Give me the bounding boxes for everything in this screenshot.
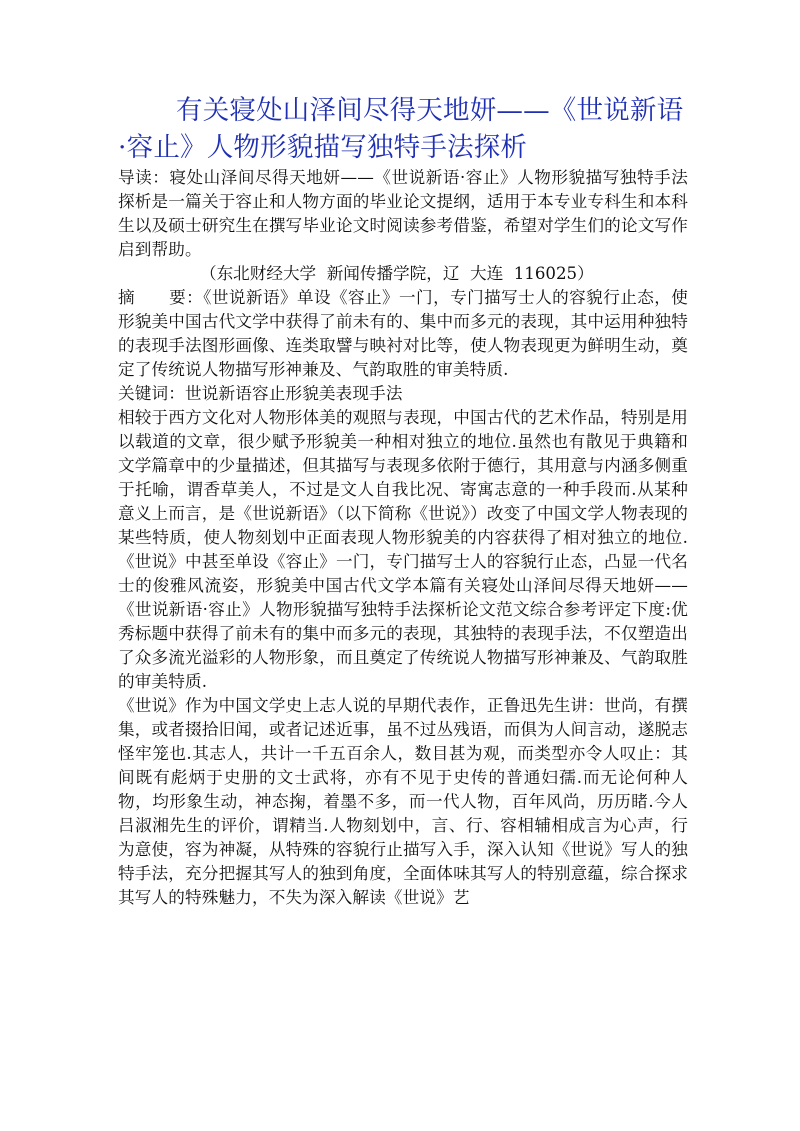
body-paragraph: 相较于西方文化对人物形体美的观照与表现，中国古代的艺术作品，特别是用以载道的文章，很少赋予形貌美一种相对独立的地位.虽然也有散见于典籍和文学篇章中的少量描述，但其描写与表现多依附于德行，其用意与内涵多侧重于托喻，谓香草美人，不过是文人自我比况、寄寓志意的一种手段而.从某种意义上而言，是《世说新语》（以下简称《世说》）改变了中国文学人物表现的某些特质，使人物刻划中正面表现人物形貌美的内容获得了相对独立的地位.《世说》中甚至单设《容止》一门，专门描写士人的容貌行止态，凸显一代名士的俊雅风流姿，形貌美中国古代文学本篇有关寝处山泽间尽得天地妍——《世说新语·容止》人物形貌描写独特手法探析论文范文综合参考评定下度:优秀标题中获得了前未有的集中而多元的表现，其独特的表现手法，不仅塑造出了众多流光溢彩的人物形象，而且奠定了传统说人物描写形神兼及、气韵取胜的审美特质. (118, 408, 688, 691)
intro-label: 导读： (118, 168, 170, 187)
intro-text: 寝处山泽间尽得天地妍——《世说新语·容止》人物形貌描写独特手法探析是一篇关于容止和人物方面的毕业论文提纲，适用于本专业专科生和本科生以及硕士研究生在撰写毕业论文时阅读参考借鉴，希望对学生们的论文写作启到帮助。 (118, 168, 688, 259)
abstract-paragraph (118, 286, 688, 382)
document-title: 有关寝处山泽间尽得天地妍——《世说新语·容止》人物形貌描写独特手法探析 (118, 95, 684, 163)
keywords-text: 世说新语容止形貌美表现手法 (184, 384, 403, 403)
intro-paragraph (118, 166, 688, 262)
document-page (118, 92, 688, 910)
body-paragraph: 《世说》作为中国文学史上志人说的早期代表作，正鲁迅先生讲：世尚，有撰集，或者掇拾旧闻，或者记述近事，虽不过丛残语，而俱为人间言动，遂脱志怪牢笼也.其志人，共计一千五百余人，数目甚为观，而类型亦令人叹止：其间既有彪炳于史册的文士武将，亦有不见于史传的普通妇孺.而无论何种人物，均形象生动，神态掬，着墨不多，而一代人物，百年风尚，历历睹.今人吕淑湘先生的评价，谓精当.人物刻划中，言、行、容相辅相成言为心声，行为意使，容为神凝，从特殊的容貌行止描写入手，深入认知《世说》写人的独特手法，充分把握其写人的独到角度，全面体味其写人的特别意蕴，综合探求其写人的特殊魅力，不失为深入解读《世说》艺 (118, 696, 688, 907)
abstract-text: 《世说新语》单设《容止》一门，专门描写士人的容貌行止态，使形貌美中国古代文学中获得了前未有的、集中而多元的表现，其中运用种独特的表现手法图形画像、连类取譬与映衬对比等，使人物表现更为鲜明生动，奠定了传统说人物描写形神兼及、气韵取胜的审美特质. (118, 288, 688, 379)
keywords-paragraph (118, 382, 688, 406)
abstract-label: 摘 要： (118, 288, 204, 307)
affiliation-line: （东北财经大学 新闻传播学院，辽 大连 116025） (200, 264, 594, 283)
keywords-label: 关键词： (118, 384, 185, 403)
